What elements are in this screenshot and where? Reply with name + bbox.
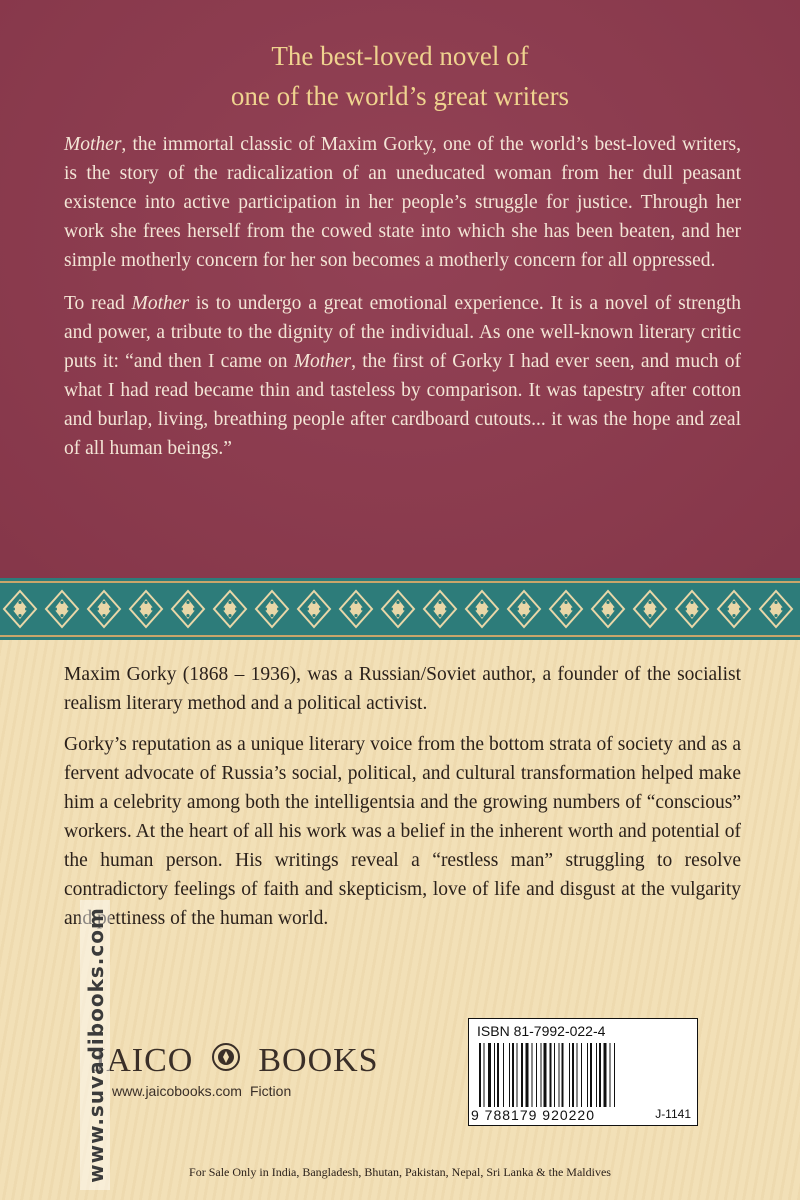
bio-paragraph-2: Gorky’s reputation as a unique literary voice from the bottom strata of society and as a fervent advocate of Russia’s social, political, and cultural transformation helped make him a celebrity among both the intelligentsia and the growing numbers of “conscious” workers. At the heart of all his work was a belief in the inherent worth and potential of the human person. His writings reveal a “restless man” struggling to resolve contradictory feelings of faith and skepticism, love of life and disgust at the vulgarity and pettiness of the human world. — [64, 734, 741, 929]
barcode-digits: 9 788179 920220 — [471, 1107, 595, 1123]
ornament-motif — [4, 591, 36, 627]
barcode-bar — [587, 1043, 588, 1107]
ornament-motif — [718, 591, 750, 627]
ornament-motif — [172, 591, 204, 627]
barcode-bar — [521, 1043, 523, 1107]
barcode-bar — [562, 1043, 564, 1107]
barcode-bar — [590, 1043, 592, 1107]
genre-label: Fiction — [250, 1083, 292, 1099]
author-bio — [64, 660, 741, 945]
barcode-bar — [512, 1043, 514, 1107]
blurb-text: To read — [64, 293, 132, 314]
publisher-logo — [92, 1040, 379, 1081]
barcode-bar — [517, 1043, 518, 1107]
barcode-bar — [599, 1043, 601, 1107]
ornament-pattern — [0, 578, 800, 640]
barcode-bar — [554, 1043, 555, 1107]
barcode-bar — [541, 1043, 542, 1107]
book-title: Mother — [64, 134, 122, 155]
bio-paragraph-1: Maxim Gorky (1868 – 1936), was a Russian/Soviet author, a founder of the socialist realism literary method and a political activist. — [64, 664, 741, 714]
blurb-text: is to undergo a great emotional experience. It is a novel of strength and power, a tribute to the dignity of the individual. As one well-known literary critic puts it: “and then I came on — [64, 293, 741, 372]
barcode-bar — [559, 1043, 560, 1107]
ornament-motif — [424, 591, 456, 627]
blurb-paragraph-2 — [64, 289, 741, 463]
barcode-bar — [536, 1043, 537, 1107]
band-rule-top — [0, 581, 800, 583]
band-rule-bottom — [0, 635, 800, 637]
ornament-motif — [256, 591, 288, 627]
barcode-bar — [577, 1043, 578, 1107]
barcode-bar — [503, 1043, 504, 1107]
sale-note: For Sale Only in India, Bangladesh, Bhutan, Pakistan, Nepal, Sri Lanka & the Maldives — [189, 1165, 611, 1179]
ornament-motif — [340, 591, 372, 627]
barcode-bar — [509, 1043, 510, 1107]
ornament-motif — [466, 591, 498, 627]
publisher-website: www.jaicobooks.com — [112, 1083, 242, 1099]
ornament-motif — [592, 591, 624, 627]
ornament-motif — [88, 591, 120, 627]
barcode-bar — [569, 1043, 570, 1107]
book-title: Mother — [131, 293, 190, 314]
barcode-bar — [604, 1043, 607, 1107]
book-title: Mother — [293, 351, 352, 372]
ornament-motif — [130, 591, 162, 627]
barcode-bar — [484, 1043, 485, 1107]
barcode-bar — [614, 1043, 615, 1107]
barcode-box — [468, 1018, 698, 1126]
blurb — [64, 130, 741, 477]
barcode-bar — [610, 1043, 611, 1107]
ornament-motif — [214, 591, 246, 627]
barcode-bar — [596, 1043, 597, 1107]
barcode-bar — [526, 1043, 529, 1107]
barcode-bar — [544, 1043, 547, 1107]
publisher-name-left: JAICO — [92, 1042, 194, 1080]
barcode-bar — [572, 1043, 574, 1107]
ornament-motif — [508, 591, 540, 627]
barcode-bar — [497, 1043, 499, 1107]
barcode — [479, 1043, 659, 1107]
ornament-band — [0, 578, 800, 640]
ornament-motif — [382, 591, 414, 627]
barcode-bar — [488, 1043, 491, 1107]
ornament-motif — [634, 591, 666, 627]
barcode-bar — [550, 1043, 552, 1107]
publisher-name-right: BOOKS — [258, 1042, 379, 1080]
blurb-text: , the first of Gorky I had ever seen, and much of what I had read became thin and tasteless by comparison. It was tapestry after cotton and burlap, living, breathing people after cardboard cutouts... it was the hope and zeal of all human beings.” — [64, 351, 741, 459]
ornament-motif — [46, 591, 78, 627]
blurb-text: , the immortal classic of Maxim Gorky, one of the world’s best-loved writers, is the story of the radicalization of an uneducated woman from her dull peasant existence into active participation in her people’s struggle for justice. Through her work she frees herself from the cowed state into which she has been beaten, and her simple motherly concern for her son becomes a motherly concern for all oppressed. — [64, 134, 741, 271]
headline — [0, 36, 800, 116]
ornament-motif — [760, 591, 792, 627]
catalog-code: J-1141 — [655, 1107, 691, 1121]
publisher-emblem-icon — [211, 1042, 241, 1081]
headline-line-2: one of the world’s great writers — [230, 81, 570, 111]
ornament-motif — [298, 591, 330, 627]
watermark: www.suvadibooks.com — [84, 907, 108, 1183]
isbn-label: ISBN 81-7992-022-4 — [477, 1023, 606, 1039]
barcode-bar — [532, 1043, 533, 1107]
barcode-bar — [479, 1043, 481, 1107]
headline-line-1: The best-loved novel of — [271, 41, 529, 71]
ornament-motif — [550, 591, 582, 627]
ornament-motif — [676, 591, 708, 627]
blurb-paragraph-1 — [64, 130, 741, 275]
barcode-bar — [581, 1043, 582, 1107]
barcode-bar — [494, 1043, 495, 1107]
